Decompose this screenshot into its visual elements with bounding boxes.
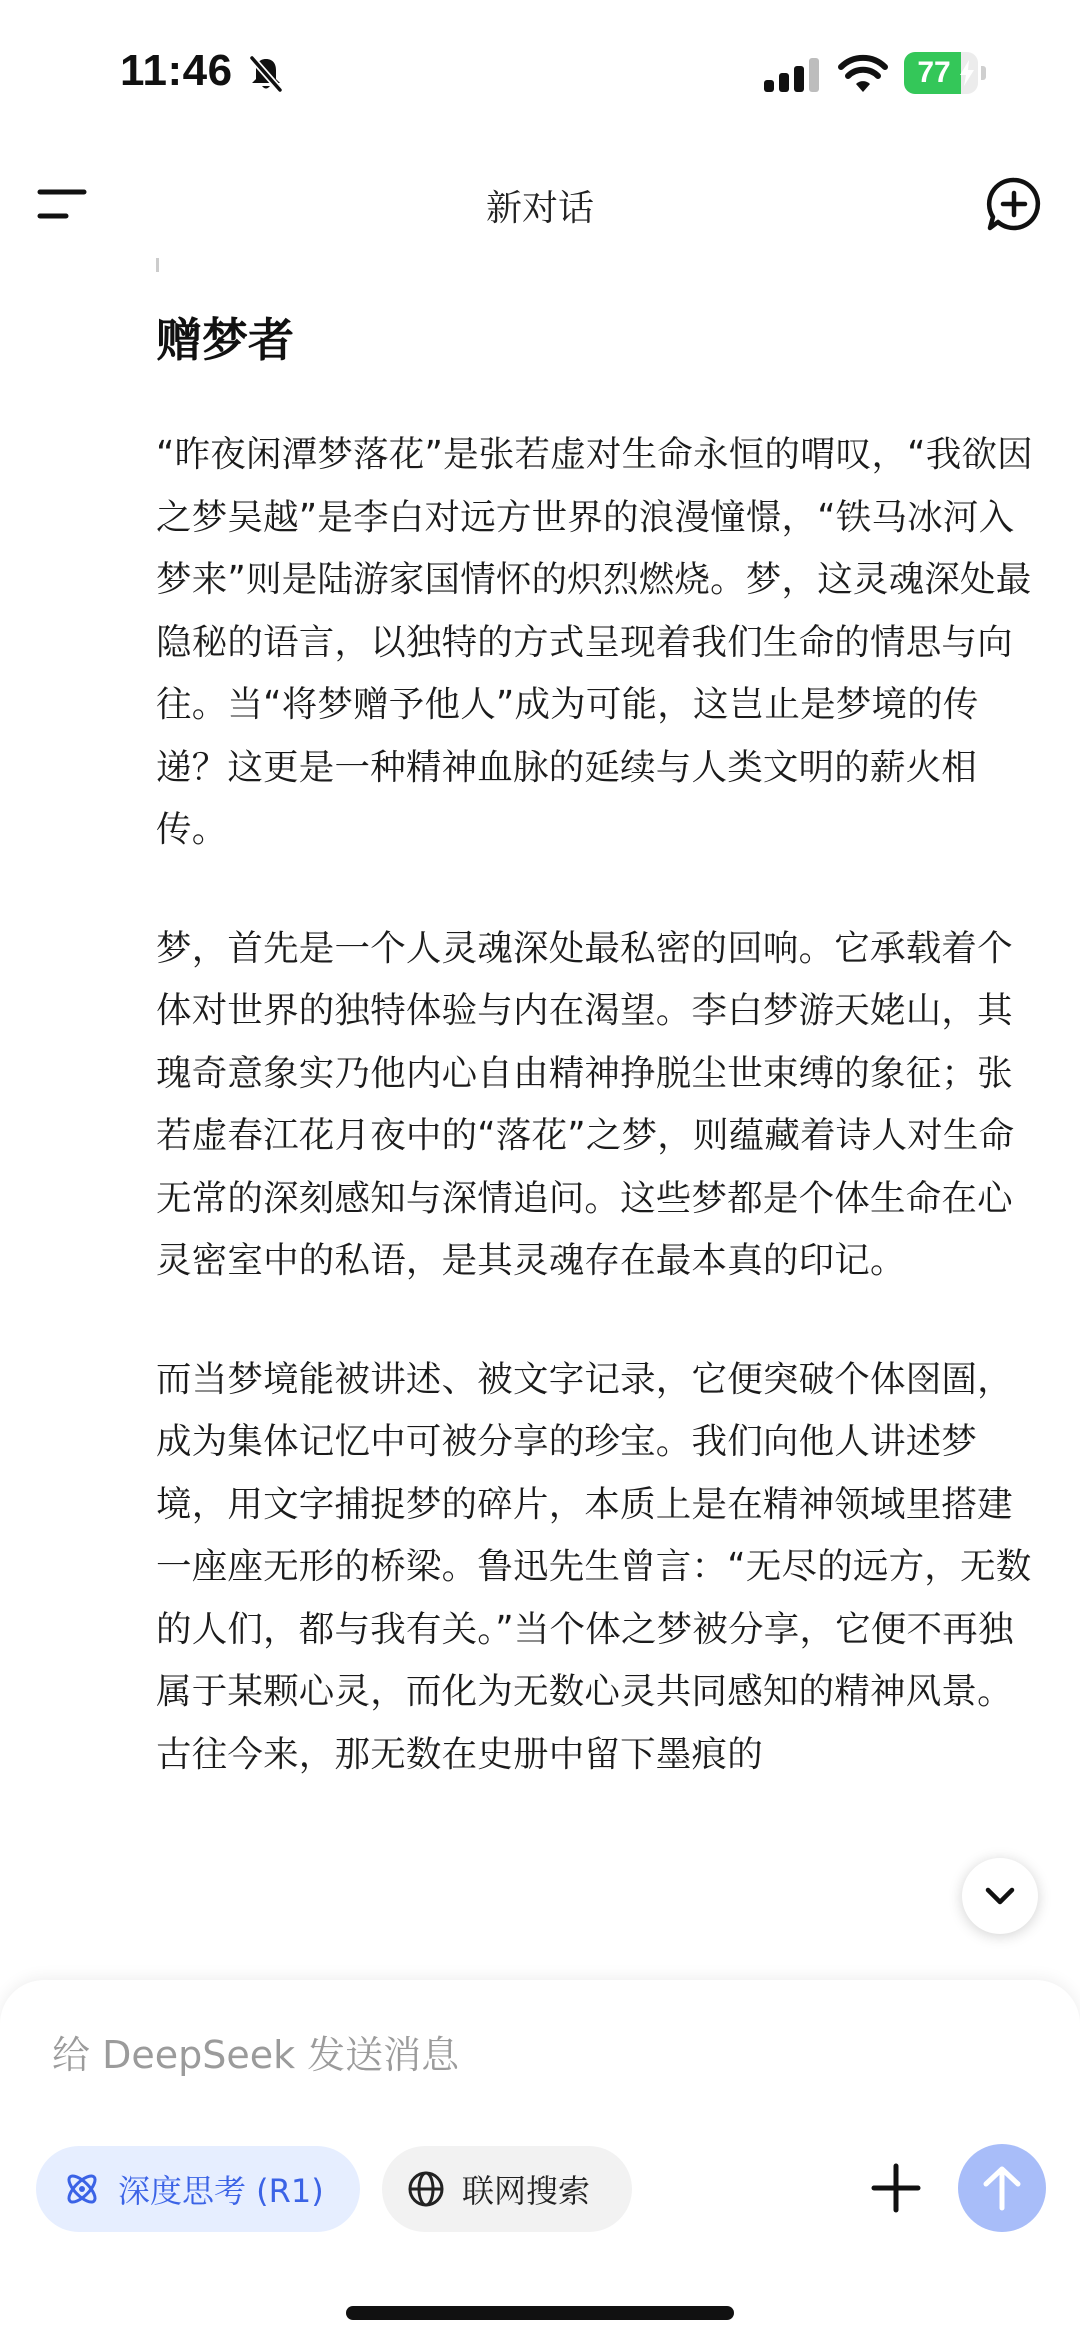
cellular-signal-icon: [764, 58, 820, 92]
plus-icon[interactable]: [870, 2162, 922, 2214]
home-indicator: [346, 2306, 734, 2320]
send-button[interactable]: [958, 2144, 1046, 2232]
content-fade: [0, 1790, 1080, 1990]
web-search-label: 联网搜索: [462, 2172, 591, 2210]
page-title: 新对话: [485, 188, 594, 229]
deep-think-label: 深度思考 (R1): [118, 2172, 324, 2210]
deep-think-toggle[interactable]: [36, 2146, 360, 2232]
atom-icon: [62, 2169, 102, 2209]
battery-percent: 77: [917, 56, 951, 89]
article-paragraph: “昨夜闲潭梦落花”是张若虚对生命永恒的喟叹，“我欲因之梦吴越”是李白对远方世界的浪漫憧憬，“铁马冰河入梦来”则是陆游家国情怀的炽烈燃烧。梦，这灵魂深处最隐秘的语言，以独特的方式呈现着我们生命的情思与向往。当“将梦赠予他人”成为可能，这岂止是梦境的传递？这更是一种精神血脉的延续与人类文明的薪火相传。: [156, 434, 1033, 850]
message-content: [156, 258, 1036, 1786]
article-paragraph: 而当梦境能被讲述、被文字记录，它便突破个体囹圄，成为集体记忆中可被分享的珍宝。我们向他人讲述梦境，用文字捕捉梦的碎片，本质上是在精神领域里搭建一座座无形的桥梁。鲁迅先生曾言：“无尽的远方，无数的人们，都与我有关。”当个体之梦被分享，它便不再独属于某颗心灵，而化为无数心灵共同感知的精神风景。古往今来，那无数在史册中留下墨痕的: [156, 1358, 1032, 1775]
article-paragraph: 梦，首先是一个人灵魂深处最私密的回响。它承载着个体对世界的独特体验与内在渴望。李白梦游天姥山，其瑰奇意象实乃他内心自由精神挣脱尘世束缚的象征；张若虚春江花月夜中的“落花”之梦，则蕴藏着诗人对生命无常的深刻感知与深情追问。这些梦都是个体生命在心灵密室中的私语，是其灵魂存在最本真的印记。: [156, 927, 1015, 1281]
article-title: 赠梦者: [156, 313, 294, 367]
charging-bolt-icon: [959, 60, 975, 86]
app-header: [0, 150, 1080, 260]
globe-icon: [406, 2169, 446, 2209]
message-input[interactable]: [50, 2024, 954, 2086]
status-time: 11:46: [120, 46, 233, 95]
battery-icon: [904, 52, 988, 94]
message-composer: [0, 1980, 1080, 2341]
send-arrow-icon: [980, 2164, 1024, 2212]
bell-slash-icon: [246, 54, 286, 94]
chevron-down-icon: [982, 1880, 1018, 1912]
scroll-to-bottom-button[interactable]: [962, 1858, 1038, 1934]
wifi-icon: [838, 54, 888, 94]
new-chat-icon[interactable]: [986, 176, 1042, 232]
web-search-toggle[interactable]: [382, 2146, 632, 2232]
status-bar: [0, 0, 1080, 140]
